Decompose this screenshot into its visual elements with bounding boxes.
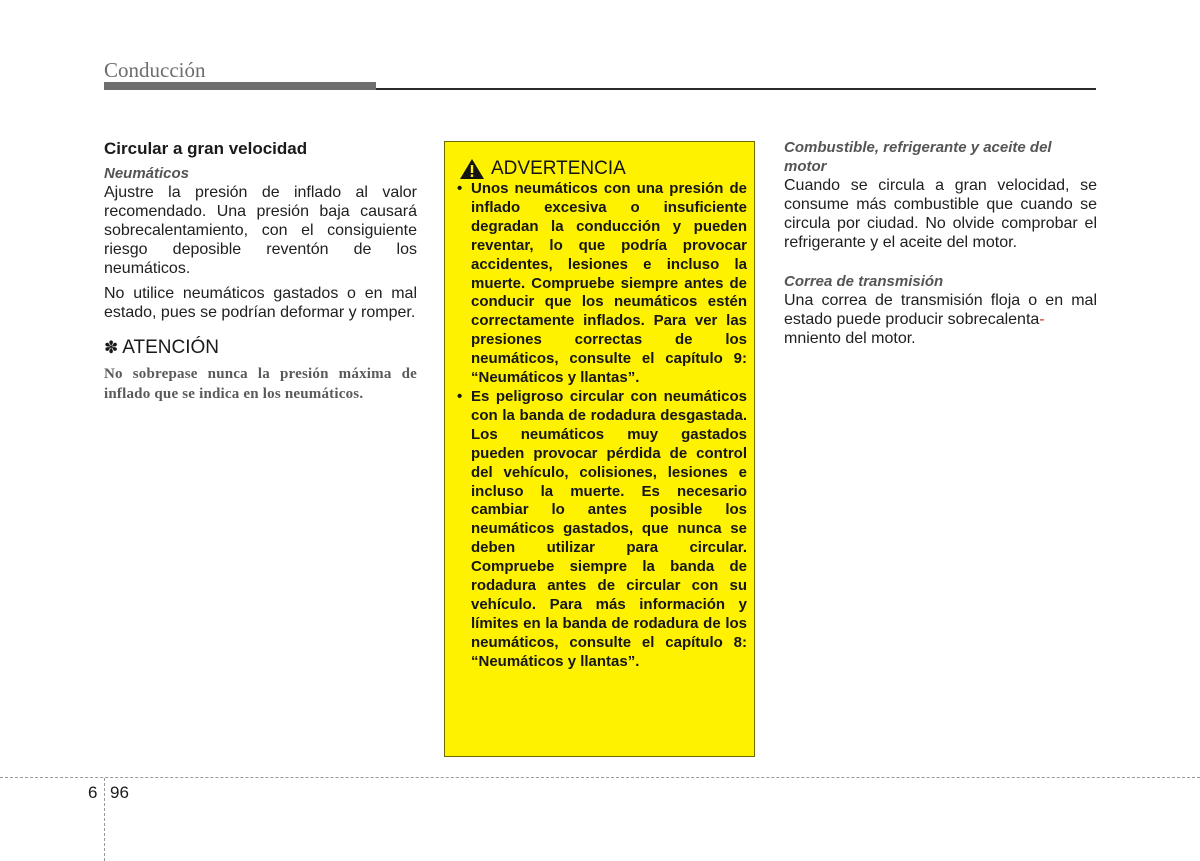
asterisk-icon: ✽ [104,338,119,357]
attention-heading [104,336,417,360]
hyphen-mark: - [1039,311,1045,328]
paragraph-fuel-consumption: Cuando se circula a gran velocidad, se consume más combustible que cuando se circula por ciudad. No olvide comprobar el refrigerante y el aceite del motor. [784,177,1097,251]
paragraph-drive-belt-main: Una correa de transmisión floja o en mal estado puede producir sobrecalenta [784,292,1097,328]
header-rule-thin [376,88,1096,90]
warning-item-text: Unos neumáticos con una presión de inflado excesiva o insuficiente degradan la conducción y pueden reventar, lo que podría provocar accidentes, lesiones e incluso la muerte. Compruebe siempre antes de conducir que los neumáticos estén correctamente inflados. Para ver las presiones correctas de los neumáticos, consulte el capítulo 9: “Neumáticos y llantas”. [471,180,747,387]
subheading-fuel-coolant-oil: Combustible, refrigerante y aceite del motor [784,139,1052,175]
spacer [784,258,1097,272]
warning-title: ADVERTENCIA [491,158,626,179]
warning-triangle-icon [459,158,485,180]
paragraph-tire-pressure: Ajustre la presión de inflado al valor recomendado. Una presión baja causará sobrecalentamiento, con el consiguiente riesgo deposible reventón de los neumáticos. [104,184,417,277]
warning-item-text: Es peligroso circular con neumáticos con la banda de rodadura desgastada. Los neumáticos muy gastados pueden provocar pérdida de control del vehículo, colisiones, lesiones e incluso la muerte. Es necesario cambiar lo antes posible los neumáticos gastados, que nunca se deben utilizar para circular. Compruebe siempre la banda de rodadura antes de circular con su vehículo. Para más información y límites en la banda de rodadura de los neumáticos, consulte el capítulo 8: “Neumáticos y llantas”. [471,387,747,670]
warning-title-row [459,156,626,182]
warning-box [444,141,755,757]
subheading-drive-belt: Correa de transmisión [784,273,944,290]
attention-text: No sobrepase nunca la presión máxima de inflado que se indica en los neumáticos. [104,366,417,402]
section-heading: Circular a gran velocidad [104,139,308,158]
bullet-icon: • [457,180,463,197]
attention-title: ATENCIÓN [122,337,220,358]
page-number: 96 [110,783,129,802]
paragraph-worn-tires: No utilice neumáticos gastados o en mal estado, pues se podrían deformar y romper. [104,285,417,321]
paragraph-drive-belt-end: mniento del motor. [784,330,916,347]
footer-margin-rule [104,778,105,861]
header-rule-thick [104,82,376,90]
warning-item [457,180,747,388]
right-column [784,138,1097,354]
page-header-title: Conducción [104,58,206,82]
paragraph-drive-belt [784,291,1097,348]
footer-rule [0,777,1200,778]
section-number: 6 [88,783,98,802]
warning-list [457,180,747,672]
left-column [104,138,417,404]
bullet-icon: • [457,387,463,405]
warning-item [457,388,747,672]
subheading-tires: Neumáticos [104,165,190,182]
